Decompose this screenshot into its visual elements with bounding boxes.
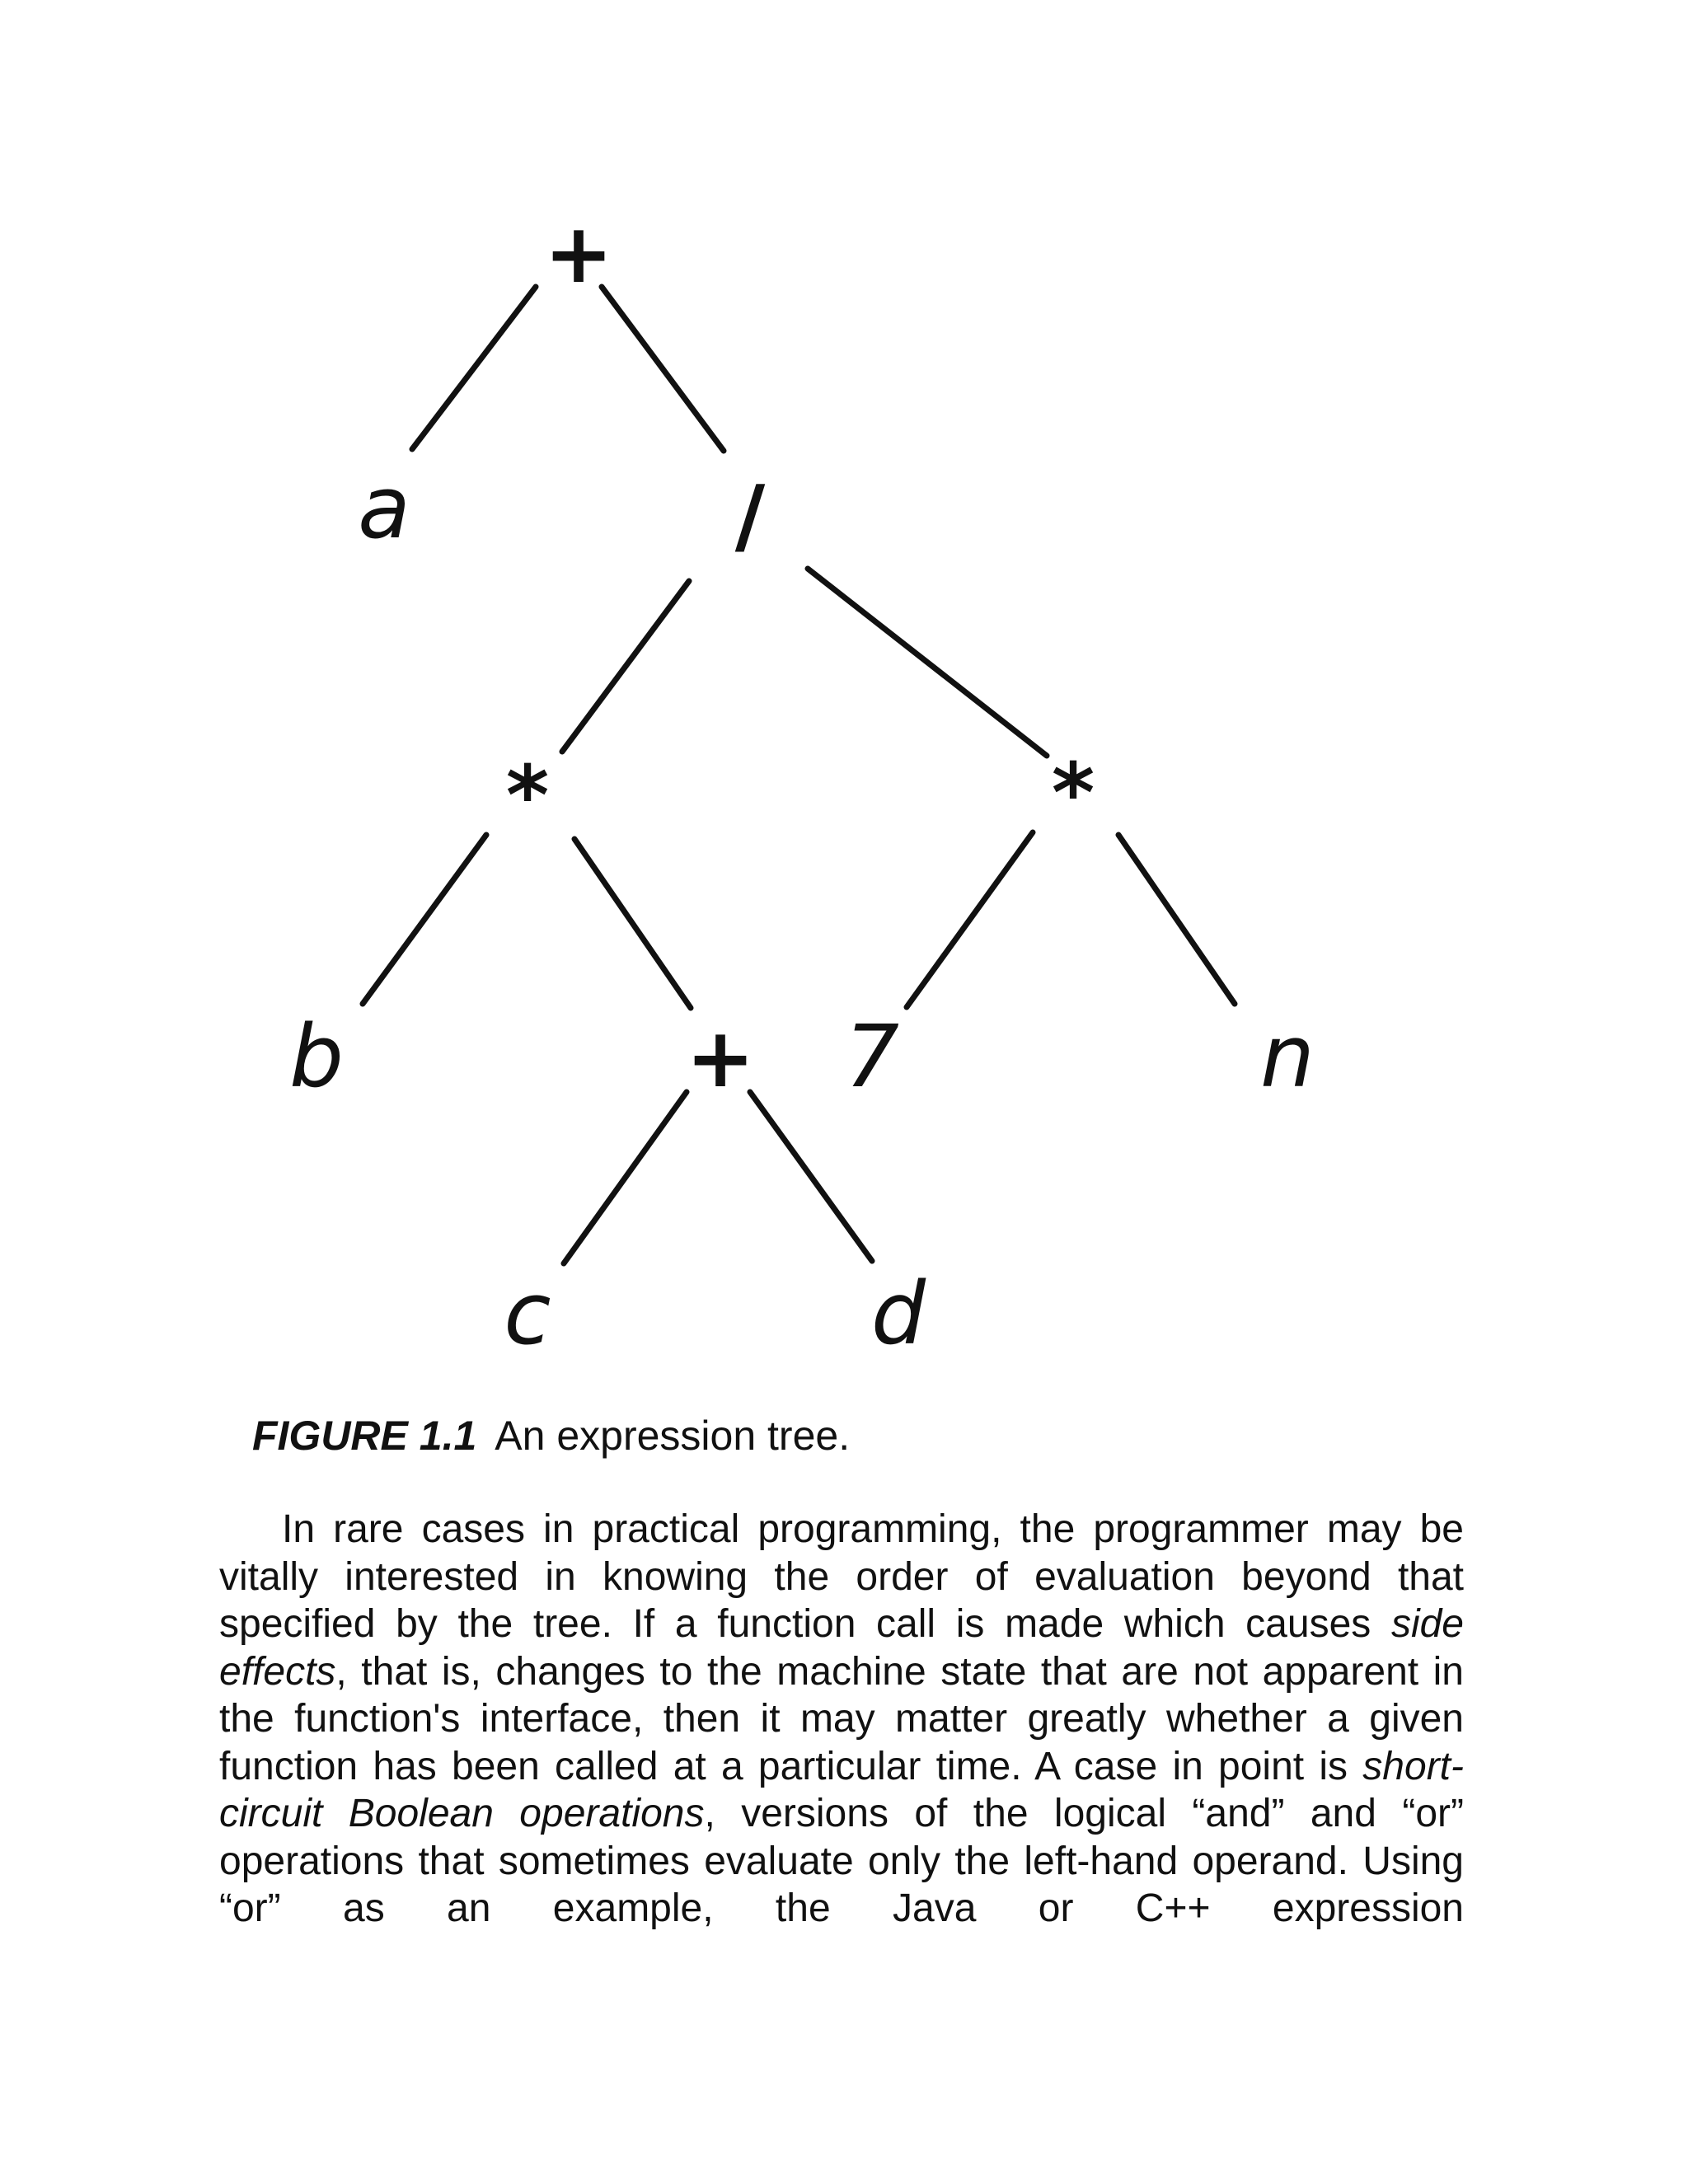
paragraph-part-3: , versions of the logical “and” and “or” operations that sometimes evaluate only the left-hand operand. Using “or” as an example, the Java or C++ expression — [219, 1792, 1465, 1930]
edge-inner-plus-to-c — [564, 1092, 687, 1263]
term-side-effects: side effects — [219, 1602, 1464, 1694]
body-paragraph — [219, 1506, 1464, 1933]
node-left-times: * — [505, 748, 550, 844]
node-inner-plus: + — [686, 1010, 755, 1106]
node-divide: / — [734, 467, 766, 564]
tree-nodes — [289, 205, 1315, 1364]
node-root-plus: + — [544, 205, 613, 302]
node-b: b — [288, 1006, 345, 1107]
term-short-circuit-boolean-operations: short-circuit Boolean operations — [219, 1744, 1464, 1835]
node-c: c — [504, 1263, 551, 1364]
edge-left-times-to-b — [363, 835, 486, 1004]
edge-right-times-to-seven — [907, 832, 1033, 1007]
edge-divide-to-left-times — [562, 581, 689, 752]
edge-root-plus-to-divide — [602, 287, 724, 451]
node-seven: 7 — [844, 1006, 900, 1107]
edge-root-plus-to-a — [412, 287, 536, 449]
edge-divide-to-right-times — [808, 569, 1047, 756]
paragraph-part-2: , that is, changes to the machine state that are not apparent in the function's interface, then it may matter greatly whether a given function has been called at a particular time. A case in point is — [219, 1649, 1464, 1788]
node-right-times: * — [1051, 745, 1095, 841]
node-d: d — [870, 1263, 926, 1364]
figure-caption — [252, 1411, 850, 1460]
edge-inner-plus-to-d — [750, 1092, 872, 1261]
edge-left-times-to-inner-plus — [574, 839, 691, 1008]
node-a: a — [358, 457, 410, 558]
paragraph-part-1: In rare cases in practical programming, the programmer may be vitally interested in knowing the order of evaluation beyond that specified by the tree. If a function call is made which causes — [219, 1507, 1464, 1646]
figure-caption-label: FIGURE 1.1 — [252, 1413, 477, 1459]
node-n: n — [1260, 1006, 1315, 1107]
tree-edges — [363, 287, 1235, 1263]
edge-right-times-to-n — [1118, 835, 1235, 1004]
figure-caption-text: An expression tree. — [495, 1413, 851, 1459]
